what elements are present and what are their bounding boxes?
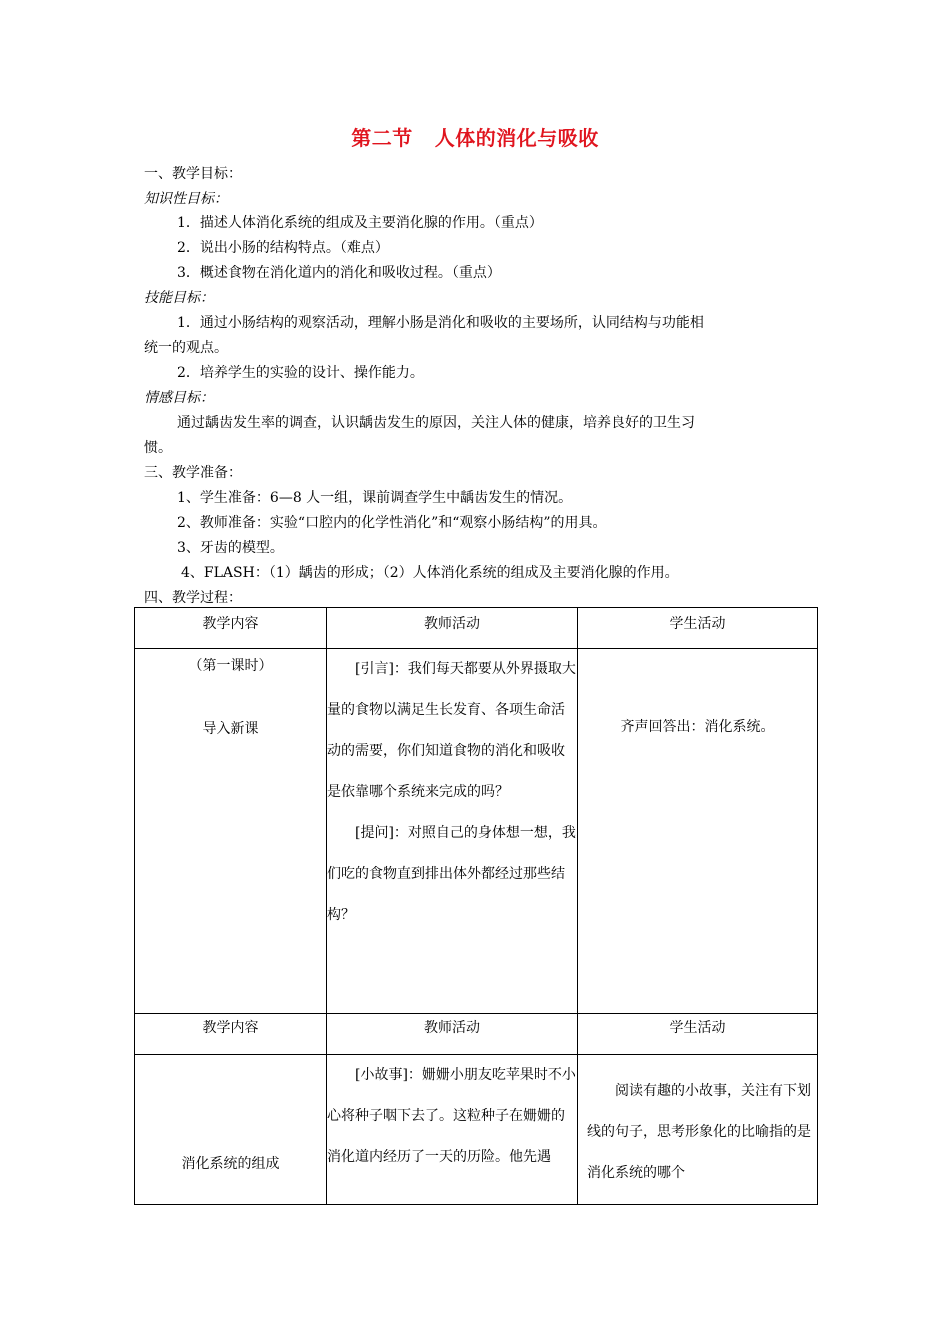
row1-content-cell [135, 649, 327, 1014]
preparation-heading: 三、教学准备： [144, 465, 242, 481]
table-header-row [135, 608, 818, 649]
row2-teacher-story: [小故事]：姗姗小朋友吃苹果时不小心将种子咽下去了。这粒种子在姗姗的消化道内经历了一天的历险。他先遇 [327, 1067, 576, 1165]
row1-student-cell [578, 649, 818, 1014]
knowledge-goal-2: 2．说出小肠的结构特点。（难点） [177, 240, 389, 256]
lesson-table [134, 607, 818, 1205]
title-topic: 人体的消化与吸收 [434, 126, 599, 150]
preparation-3: 3、牙齿的模型。 [177, 540, 284, 556]
row1-teacher-question: [提问]：对照自己的身体想一想，我们吃的食物直到排出体外都经过那些结构？ [327, 825, 576, 923]
preparation-1: 1、学生准备：6—8 人一组，课前调查学生中龋齿发生的情况。 [177, 490, 573, 506]
row2-content-cell [135, 1055, 327, 1205]
table-header-row-2 [135, 1014, 818, 1055]
row2-student-cell [578, 1055, 818, 1205]
table-row [135, 649, 818, 1014]
skill-goal-1-cont: 统一的观点。 [144, 340, 228, 356]
row1-teacher-intro: [引言]：我们每天都要从外界摄取大量的食物以满足生长发育、各项生命活动的需要，你们知道食物的消化和吸收是依靠哪个系统来完成的吗？ [327, 661, 576, 800]
header-student: 学生活动 [578, 608, 818, 649]
emotion-goal-1: 通过龋齿发生率的调查，认识龋齿发生的原因，关注人体的健康，培养良好的卫生习 [177, 415, 695, 431]
row1-student-answer: 齐声回答出：消化系统。 [620, 719, 775, 735]
skill-goal-1: 1．通过小肠结构的观察活动，理解小肠是消化和吸收的主要场所，认同结构与功能相 [177, 315, 704, 331]
row1-teacher-cell [327, 649, 578, 1014]
preparation-4: 4、FLASH：（1）龋齿的形成；（2）人体消化系统的组成及主要消化腺的作用。 [181, 565, 679, 581]
document-title [0, 122, 950, 151]
row2-teacher-cell [327, 1055, 578, 1205]
row1-topic: 导入新课 [202, 721, 259, 737]
knowledge-goal-3: 3．概述食物在消化道内的消化和吸收过程。（重点） [177, 265, 501, 281]
header-teacher: 教师活动 [327, 608, 578, 649]
header2-teacher: 教师活动 [327, 1014, 578, 1055]
emotion-goal-1-cont: 惯。 [144, 440, 172, 456]
row1-lesson-period: （第一课时） [188, 658, 273, 674]
header2-student: 学生活动 [578, 1014, 818, 1055]
title-section: 第二节 [351, 126, 413, 150]
skill-goals-heading: 技能目标： [144, 290, 214, 306]
row2-student-activity: 阅读有趣的小故事，关注有下划线的句子，思考形象化的比喻指的是消化系统的哪个 [587, 1083, 811, 1181]
skill-goal-2: 2．培养学生的实验的设计、操作能力。 [177, 365, 424, 381]
knowledge-goal-1: 1．描述人体消化系统的组成及主要消化腺的作用。（重点） [177, 215, 543, 231]
knowledge-goals-heading: 知识性目标： [144, 191, 228, 207]
objectives-heading: 一、教学目标： [144, 166, 242, 182]
process-heading: 四、教学过程： [144, 590, 242, 606]
table-row [135, 1055, 818, 1205]
preparation-2: 2、教师准备：实验“口腔内的化学性消化”和“观察小肠结构”的用具。 [177, 515, 607, 531]
header2-content: 教学内容 [135, 1014, 327, 1055]
emotion-goals-heading: 情感目标： [144, 390, 214, 406]
row2-topic: 消化系统的组成 [181, 1156, 280, 1172]
header-content: 教学内容 [135, 608, 327, 649]
